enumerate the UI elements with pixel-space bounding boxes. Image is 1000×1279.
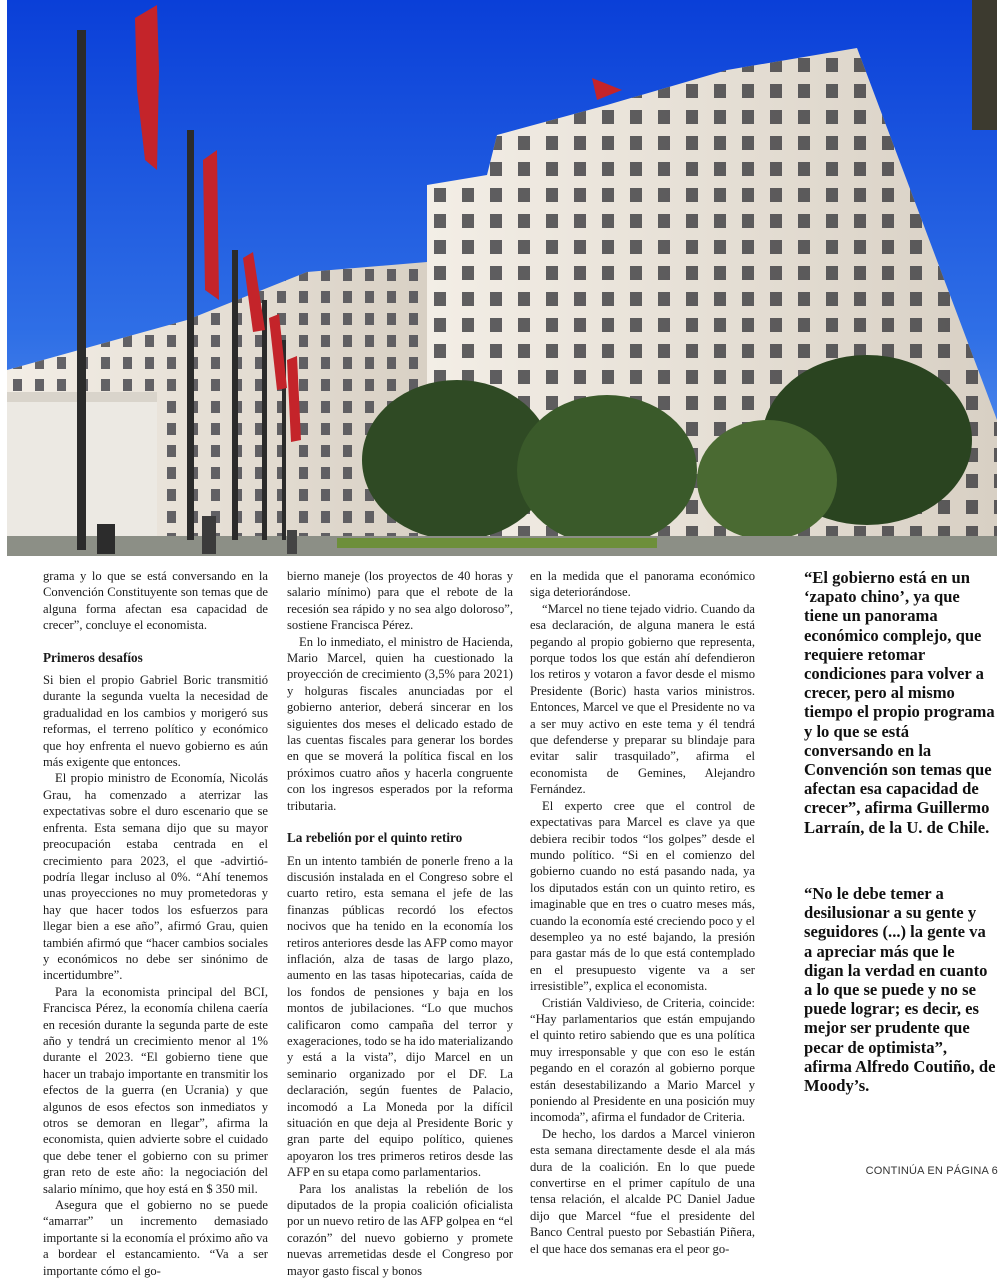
paragraph: grama y lo que se está conversando en la Convención Constituyente son temas que de alguna forma afectan esa capacidad de crecer”, concluye el economista. — [43, 569, 268, 633]
paragraph: En un intento también de ponerle freno a la discusión instalada en el Congreso sobre el cuarto retiro, esta semana el jefe de las finanzas públicas recordó los efectos nocivos que ha tenido en la economía los retiros anteriores desde las AFP como mayor inflación, alza de tasas de largo plazo, aumento en las tasas hipotecarias, caída de los fondos de pensiones y baja en los montos de jubilaciones. “Lo que muchos calificaron como campaña del terror y exageraciones, todo se ha ido materializando y está a la vista”, dijo Marcel en un seminario organizado por el DF. La declaración, según fuentes de Palacio, incomodó a La Moneda por la difícil situación en que deja al Presidente Boric y gran parte del equipo político, quienes apoyaron los tres primeros retiros desde las AFP en su etapa como parlamentarios. — [287, 853, 513, 1180]
pull-quote-larrain: “El gobierno está en un ‘zapato chino’, ya que tiene un panorama económico complejo, que requiere retomar condiciones para volver a crecer, pero al mismo tiempo el propio programa y lo que se está conversando en la Convención son temas que afectan esa capacidad de crecer”, afirma Guillermo Larraín, de la U. de Chile. — [804, 568, 995, 837]
paragraph: bierno maneje (los proyectos de 40 horas y salario mínimo) para que el rebote de la recesión sea rápido y no sea algo doloroso”, sostiene Francisca Pérez. — [287, 569, 513, 633]
paragraph: Para la economista principal del BCI, Francisca Pérez, la economía chilena caería en recesión durante la segunda parte de este año y tendrá un crecimiento menor al 1% durante el 2023. “El gobierno tiene que hacer un trabajo importante en transmitir los efectos de la guerra (en Ucrania) y que algunos de esos efectos son inmediatos y otros se demoran en llegar”, afirma la economista, quien advierte sobre el cuidado que debe tener el gobierno con su primer gran reto de este año: la negociación del salario mínimo, que hoy está en $ 350 mil. — [43, 984, 268, 1196]
paragraph: En lo inmediato, el ministro de Hacienda, Mario Marcel, quien ha cuestionado la proyección de crecimiento (3,5% para 2021) y holguras fiscales anunciadas por el gobierno anterior, deberá sincerar en los siguientes dos meses el delicado estado de las cuentas fiscales para generar los bordes en que se moverá la política fiscal en los próximos cuatro años y hacerla congruente con los ingresos esperados por la reforma tributaria. — [287, 634, 513, 813]
paragraph: De hecho, los dardos a Marcel vinieron esta semana directamente desde el ala más dura de la coalición. En lo que puede convertirse en el primer capítulo de una tensa relación, el alcalde PC Daniel Jadue dijo que Marcel “fue el presidente del Banco Central puesto por Sebastián Piñera, el que hace dos semanas era el peor go- — [530, 1126, 755, 1256]
paragraph: Cristián Valdivieso, de Criteria, coincide: “Hay parlamentarios que están empujando el quinto retiro sabiendo que es una política muy irresponsable y que con eso le están pegando en el corazón al gobierno porque están desestabilizando a Mario Marcel y poniendo al Presidente en una posición muy incomoda”, afirma el fundador de Criteria. — [530, 995, 755, 1125]
paragraph: “Marcel no tiene tejado vidrio. Cuando da esa declaración, de alguna manera le está pegando al propio gobierno que representa, porque todos los que están ahí defendieron los retiros y votaron a favor desde el mismo Presidente (Boric) hasta varios ministros. Entonces, Marcel ve que el Presidente no va a ser muy activo en este tema y él tendrá que defenderse y preparar su blindaje para evitar salir trasquilado”, afirma el economista de Gemines, Alejandro Fernández. — [530, 601, 755, 797]
paragraph: Si bien el propio Gabriel Boric transmitió durante la segunda vuelta la necesidad de gradualidad en los cambios y morigeró sus reformas, el terreno político y económico que hoy enfrenta el nuevo gobierno es aún más exigente que entonces. — [43, 673, 268, 770]
section-heading-primeros-desafios: Primeros desafíos — [43, 649, 143, 665]
continued-on-page-label: CONTINÚA EN PÁGINA 6 — [865, 1165, 998, 1177]
article-column-2 — [287, 568, 513, 1279]
section-heading-quinto-retiro: La rebelión por el quinto retiro — [287, 830, 463, 846]
flagpole — [77, 30, 86, 550]
paragraph: El propio ministro de Economía, Nicolás Grau, ha comenzado a aterrizar las expectativas sobre el duro escenario que se enfrenta. Esta semana dijo que su mayor preocupación estaba centrada en el crecimiento para 2023, el que -advirtió- podría llegar incluso al 0%. “Ahí tenemos unas proyecciones no muy prometedoras y hay que hacer todos los esfuerzos para llegar bien a ese año”, afirmó Grau, quien también afirmó que “hacer cambios sociales y económicos no debe ser sinónimo de incertidumbre”. — [43, 771, 268, 983]
photo-illustration — [7, 0, 997, 556]
article-column-3 — [530, 568, 755, 1257]
article-photo — [7, 0, 997, 556]
paragraph: Asegura que el gobierno no se puede “amarrar” un incremento demasiado importante si la economía el próximo año va a bordear el estancamiento. “Va a ser importante cómo el go- — [43, 1198, 268, 1278]
paragraph: El experto cree que el control de expectativas para Marcel es clave ya que debiera recibir todos “los golpes” desde el mundo político. “Si en el comienzo del gobierno cuando no está pasando nada, ya los diputados están con un quinto retiro, es imaginable que en tres o cuatro meses más, cuando la economía esté creciendo poco y el desempleo ya no esté bajando, la presión para gastar más de lo que está contemplado en el presupuesto vigente va a ser irresistible”, explica el economista. — [530, 798, 755, 994]
paragraph: en la medida que el panorama económico siga deteriorándose. — [530, 569, 755, 600]
pull-quote-coutino: “No le debe temer a desilusionar a su gente y seguidores (...) la gente va a apreciar más que le digan la verdad en cuanto a lo que se puede y no se puede lograr; es decir, es mejor ser prudente que pecar de optimista”, afirma Alfredo Coutiño, de Moody’s. — [804, 884, 996, 1096]
paragraph: Para los analistas la rebelión de los diputados de la propia coalición oficialista por un nuevo retiro de las AFP golpea en “el corazón” del nuevo gobierno y promete nuevas arremetidas desde el Congreso por mayor gasto fiscal y bonos — [287, 1181, 513, 1278]
article-column-1 — [43, 568, 268, 1279]
